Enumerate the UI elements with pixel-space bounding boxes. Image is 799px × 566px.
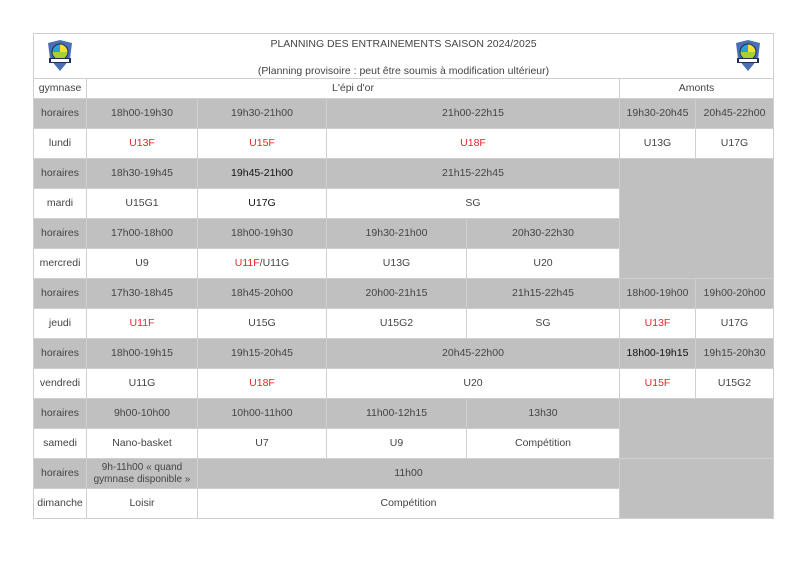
slot-cell: 18h00-19h00 [620, 279, 696, 309]
horaires-row-lundi [34, 99, 774, 129]
team-cell: U13G [620, 129, 696, 159]
slot-cell: 20h45-22h00 [696, 99, 774, 129]
header-row [34, 34, 774, 79]
row-label-day: samedi [34, 429, 87, 459]
team-cell: U15G2 [327, 309, 467, 339]
slot-cell: 18h00-19h15 [620, 339, 696, 369]
slot-cell [87, 459, 198, 489]
row-label-day: mardi [34, 189, 87, 219]
team-cell: U7 [198, 429, 327, 459]
row-label-day: lundi [34, 129, 87, 159]
slot-cell: 19h00-20h00 [696, 279, 774, 309]
row-label-day: vendredi [34, 369, 87, 399]
training-schedule-table [33, 33, 774, 519]
slot-cell: 10h00-11h00 [198, 399, 327, 429]
empty-amonts-cell [620, 399, 774, 459]
row-label-horaires: horaires [34, 279, 87, 309]
row-label-gymnase: gymnase [34, 79, 87, 99]
team-cell: SG [467, 309, 620, 339]
row-label-day: jeudi [34, 309, 87, 339]
horaires-row-jeudi [34, 279, 774, 309]
slot-cell: 19h30-21h00 [327, 219, 467, 249]
team-cell: Nano-basket [87, 429, 198, 459]
slot-cell: 19h30-20h45 [620, 99, 696, 129]
team-cell: U11G [87, 369, 198, 399]
slot-cell: 19h15-20h30 [696, 339, 774, 369]
team-cell: U13F [620, 309, 696, 339]
page-title: PLANNING DES ENTRAINEMENTS SAISON 2024/2025 [270, 38, 537, 50]
team-cell [198, 249, 327, 279]
slot-cell: 18h00-19h30 [87, 99, 198, 129]
slot-cell: 11h00-12h15 [327, 399, 467, 429]
slot-cell: 18h00-19h15 [87, 339, 198, 369]
slot-cell: 9h00-10h00 [87, 399, 198, 429]
slot-cell: 18h00-19h30 [198, 219, 327, 249]
team-cell: U20 [467, 249, 620, 279]
team-cell: U17G [696, 309, 774, 339]
slot-cell: 13h30 [467, 399, 620, 429]
empty-amonts-cell [620, 459, 774, 519]
venue-amonts: Amonts [620, 79, 774, 99]
slot-cell: 19h45-21h00 [198, 159, 327, 189]
team-cell: Loisir [87, 489, 198, 519]
horaires-row-dimanche [34, 459, 774, 489]
team-cell: U15F [620, 369, 696, 399]
slot-line: 9h-11h00 « quand [101, 462, 183, 473]
page-subtitle: (Planning provisoire : peut être soumis à modification ultérieur) [257, 65, 550, 77]
row-label-horaires: horaires [34, 399, 87, 429]
team-cell: U13G [327, 249, 467, 279]
team-cell: U20 [327, 369, 620, 399]
day-row-jeudi [34, 309, 774, 339]
team-cell: SG [327, 189, 620, 219]
team-cell: U13F [87, 129, 198, 159]
slot-cell: 18h45-20h00 [198, 279, 327, 309]
row-label-horaires: horaires [34, 219, 87, 249]
team-cell: U15F [198, 129, 327, 159]
gymnase-row [34, 79, 774, 99]
row-label-horaires: horaires [34, 339, 87, 369]
team-cell: U11F [87, 309, 198, 339]
team-cell: U18F [198, 369, 327, 399]
slot-cell: 18h30-19h45 [87, 159, 198, 189]
team-male: /U11G [259, 257, 290, 270]
team-cell: Compétition [467, 429, 620, 459]
slot-cell: 17h00-18h00 [87, 219, 198, 249]
team-cell: U9 [87, 249, 198, 279]
slot-cell: 21h15-22h45 [467, 279, 620, 309]
day-row-lundi [34, 129, 774, 159]
horaires-row-samedi [34, 399, 774, 429]
slot-cell: 20h30-22h30 [467, 219, 620, 249]
empty-amonts-cell [620, 159, 774, 279]
slot-cell: 19h15-20h45 [198, 339, 327, 369]
row-label-day: mercredi [34, 249, 87, 279]
day-row-vendredi [34, 369, 774, 399]
slot-cell: 11h00 [198, 459, 620, 489]
row-label-horaires: horaires [34, 159, 87, 189]
slot-line: gymnase disponible » [93, 473, 191, 485]
slot-cell: 20h45-22h00 [327, 339, 620, 369]
venue-epi-dor: L'épi d'or [87, 79, 620, 99]
row-label-day: dimanche [34, 489, 87, 519]
slot-cell: 19h30-21h00 [198, 99, 327, 129]
team-cell: Compétition [198, 489, 620, 519]
team-cell: U15G1 [87, 189, 198, 219]
slot-cell: 17h30-18h45 [87, 279, 198, 309]
header-cell [34, 34, 774, 79]
team-cell: U15G [198, 309, 327, 339]
row-label-horaires: horaires [34, 459, 87, 489]
team-cell: U18F [327, 129, 620, 159]
team-cell: U17G [198, 189, 327, 219]
slot-cell: 20h00-21h15 [327, 279, 467, 309]
horaires-row-mardi [34, 159, 774, 189]
horaires-row-vendredi [34, 339, 774, 369]
team-cell: U17G [696, 129, 774, 159]
team-cell: U15G2 [696, 369, 774, 399]
row-label-horaires: horaires [34, 99, 87, 129]
team-cell: U9 [327, 429, 467, 459]
slot-cell: 21h00-22h15 [327, 99, 620, 129]
team-female: U11F [234, 257, 260, 270]
slot-cell: 21h15-22h45 [327, 159, 620, 189]
club-logo-icon [734, 37, 762, 73]
